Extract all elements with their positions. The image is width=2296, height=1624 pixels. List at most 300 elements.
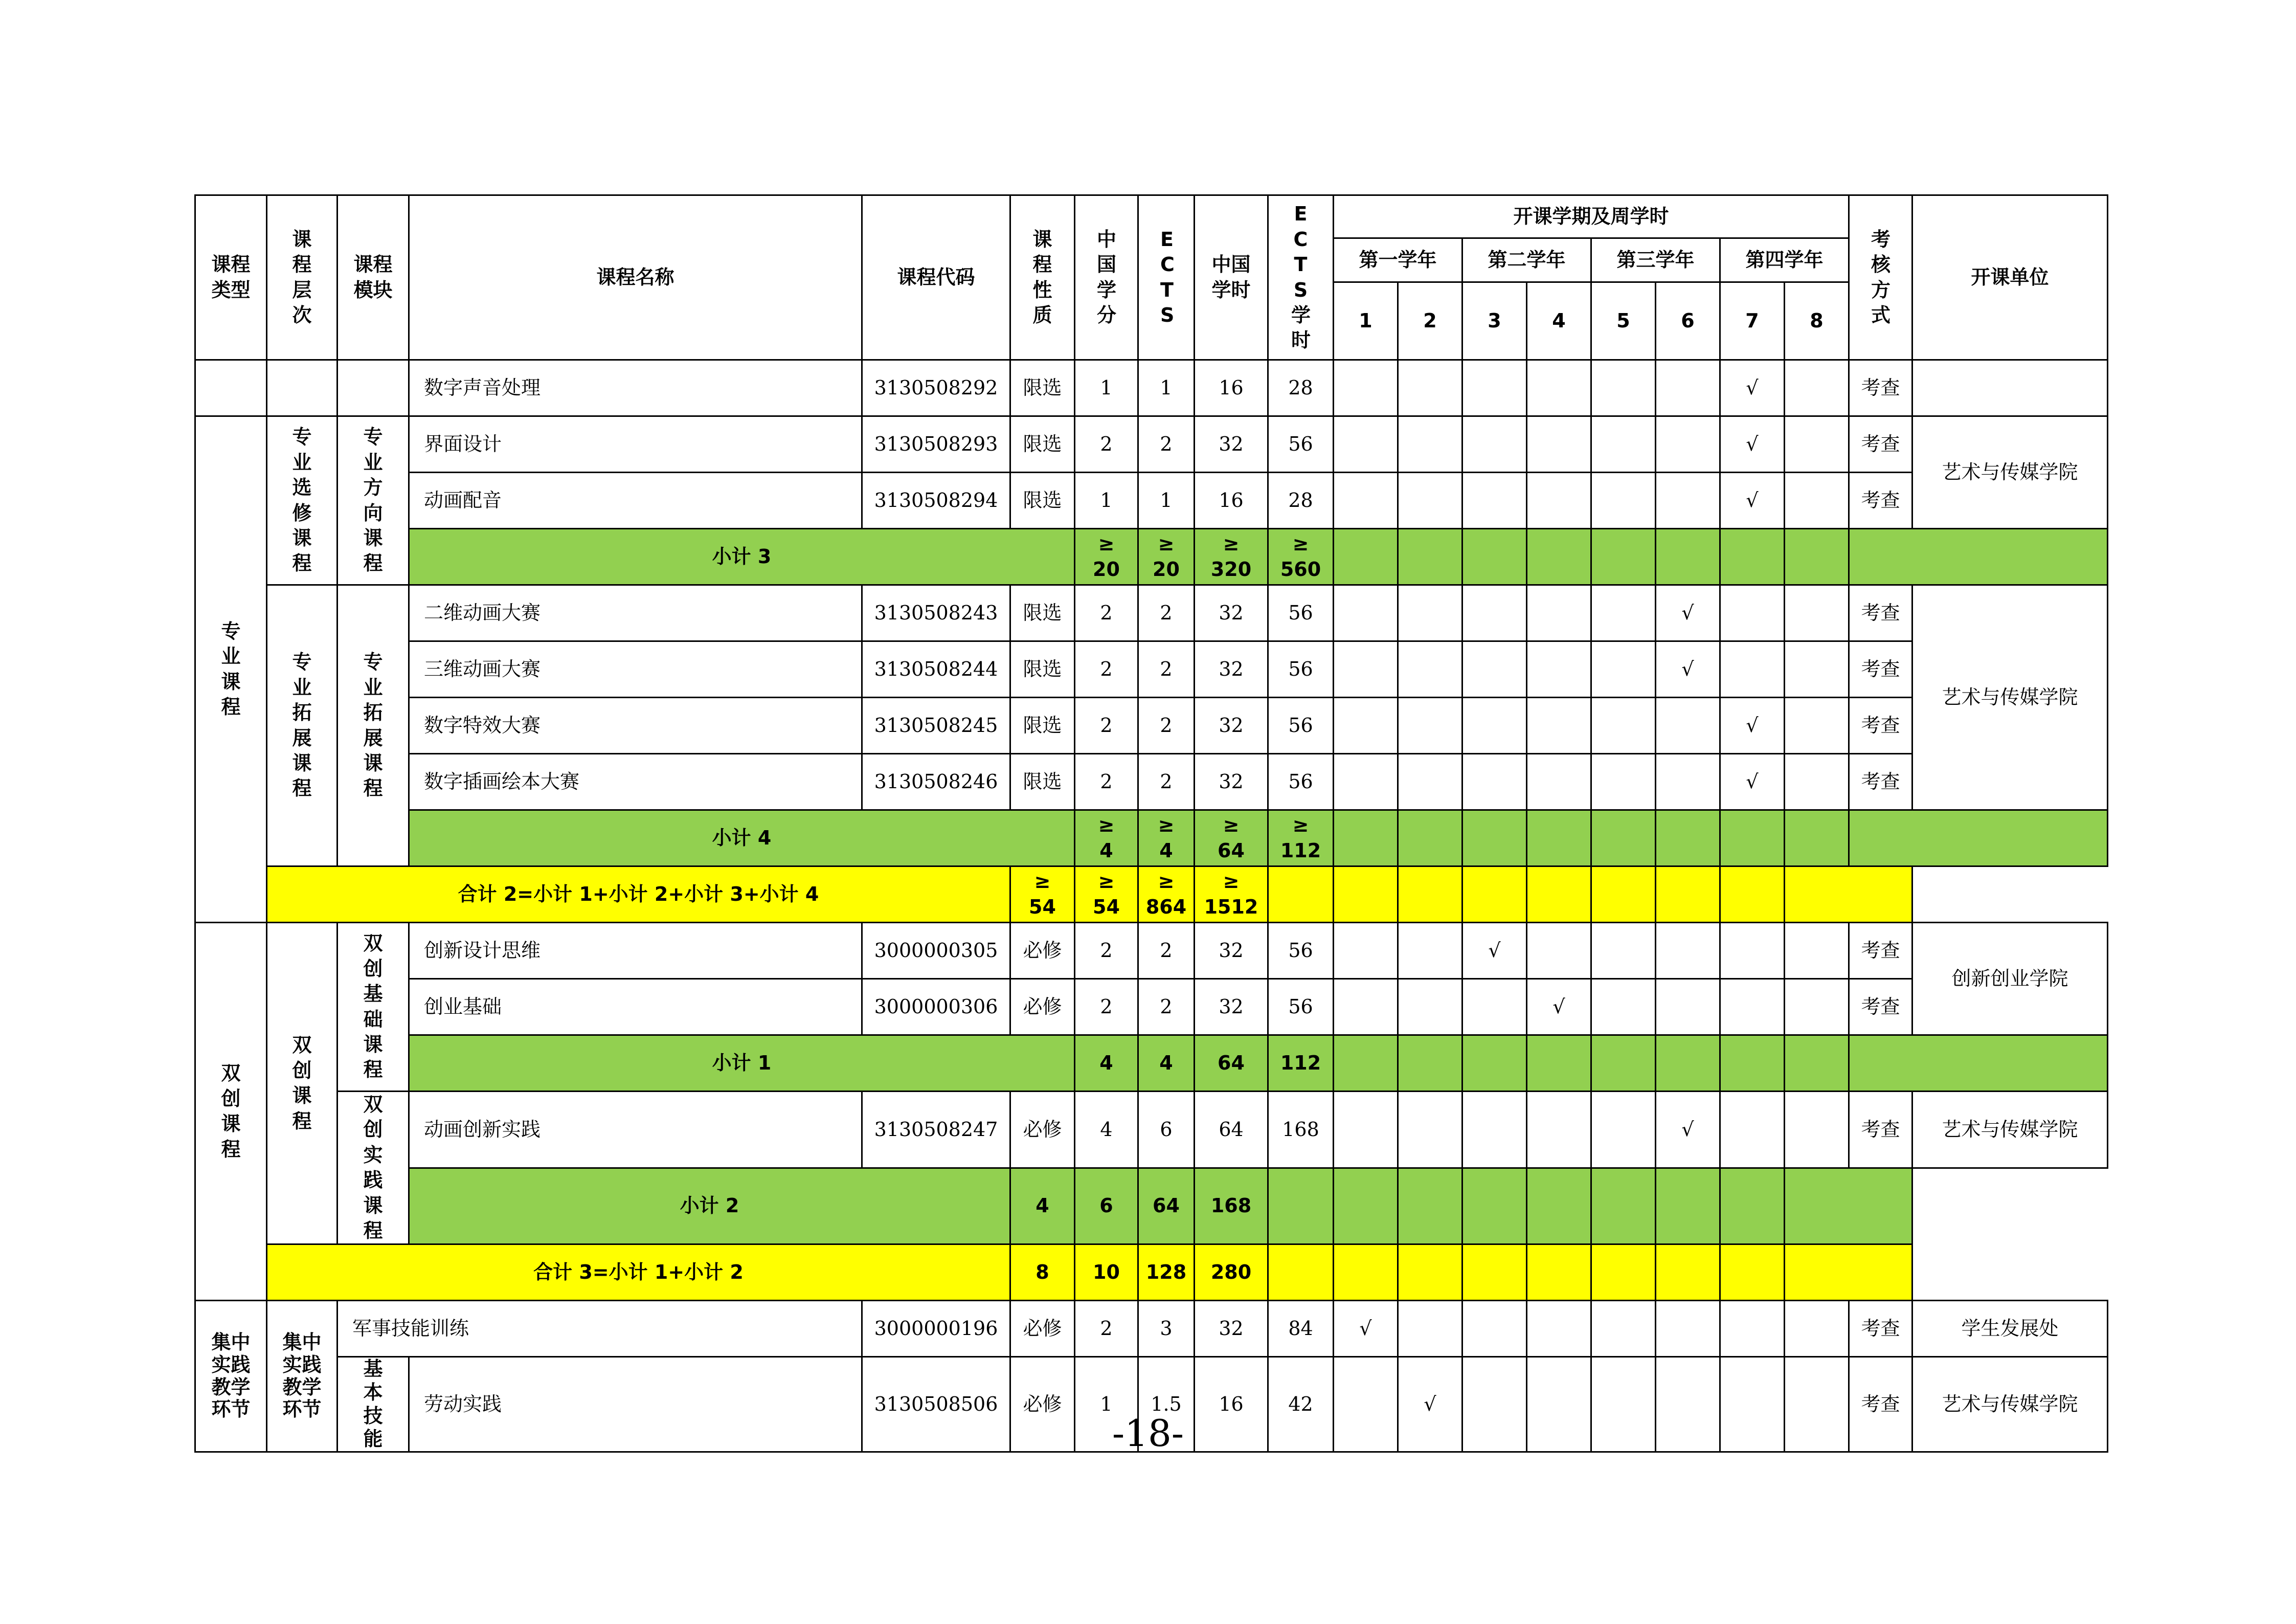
subtotal-cn-hours: 64 — [1195, 1035, 1268, 1092]
subtotal-ects-hours: 168 — [1195, 1168, 1268, 1244]
semester-cell — [1398, 1092, 1462, 1168]
course-name: 军事技能训练 — [337, 1301, 862, 1357]
header-course-level: 课程层次 — [267, 195, 337, 360]
header-year-4: 第四学年 — [1720, 238, 1849, 282]
subtotal-row — [195, 1168, 2108, 1244]
ects-credit: 2 — [1138, 979, 1195, 1035]
semester-cell — [1720, 1092, 1785, 1168]
subtotal-ects-hours: 112 — [1268, 1035, 1334, 1092]
semester-cell — [1656, 1035, 1720, 1092]
semester-cell — [1785, 810, 1849, 866]
exam-method: 考查 — [1849, 360, 1912, 416]
ects-hours: 168 — [1268, 1092, 1334, 1168]
semester-cell — [1591, 585, 1656, 641]
value: 20 — [1153, 558, 1180, 581]
total-row — [195, 866, 2108, 923]
semester-cell — [1656, 360, 1720, 416]
semester-cell — [1462, 641, 1527, 698]
semester-cell — [1656, 529, 1720, 585]
table-row — [195, 360, 2108, 416]
semester-cell — [1591, 810, 1656, 866]
value: 320 — [1210, 558, 1252, 581]
semester-cell — [1334, 923, 1398, 979]
total-fill — [1785, 866, 1912, 923]
header-exam-method: 考核方式 — [1849, 195, 1912, 360]
table-row — [195, 754, 2108, 810]
ge-sign: ≥ — [1158, 814, 1175, 837]
course-nature: 限选 — [1010, 585, 1075, 641]
table-row — [195, 923, 2108, 979]
ects-credit: 6 — [1138, 1092, 1195, 1168]
course-name: 数字声音处理 — [409, 360, 862, 416]
cn-credit: 2 — [1075, 698, 1138, 754]
value: 54 — [1093, 895, 1120, 918]
value: 54 — [1029, 895, 1056, 918]
semester-cell — [1656, 416, 1720, 473]
table-row — [195, 416, 2108, 473]
header-year-3: 第三学年 — [1591, 238, 1720, 282]
semester-cell — [1334, 360, 1398, 416]
table-row — [195, 585, 2108, 641]
semester-cell — [1398, 360, 1462, 416]
semester-cell — [1720, 1244, 1785, 1301]
cn-hours: 32 — [1195, 641, 1268, 698]
subtotal-fill — [1849, 1035, 2108, 1092]
header-ects: ECTS — [1138, 195, 1195, 360]
subtotal-fill — [1785, 1168, 1912, 1244]
semester-cell — [1527, 1035, 1591, 1092]
semester-cell — [1591, 416, 1656, 473]
header-semester-3: 3 — [1462, 282, 1527, 360]
offering-unit: 艺术与传媒学院 — [1912, 1092, 2108, 1168]
table-row — [195, 1092, 2108, 1168]
semester-cell — [1462, 1168, 1527, 1244]
ects-hours: 56 — [1268, 979, 1334, 1035]
course-nature: 必修 — [1010, 1092, 1075, 1168]
course-name: 创业基础 — [409, 979, 862, 1035]
semester-cell — [1720, 360, 1785, 416]
semester-cell — [1334, 698, 1398, 754]
course-nature: 必修 — [1010, 1357, 1075, 1452]
course-name: 二维动画大赛 — [409, 585, 862, 641]
ects-credit: 2 — [1138, 641, 1195, 698]
subtotal-row — [195, 529, 2108, 585]
subtotal-fill — [1849, 529, 2108, 585]
semester-cell — [1462, 360, 1527, 416]
header-ects-hours: ECTS学时 — [1268, 195, 1334, 360]
exam-method: 考查 — [1849, 1301, 1912, 1357]
header-course-name: 课程名称 — [409, 195, 862, 360]
ge-sign: ≥ — [1098, 870, 1115, 893]
course-name: 数字特效大赛 — [409, 698, 862, 754]
header-semester-6: 6 — [1656, 282, 1720, 360]
semester-cell — [1591, 923, 1656, 979]
check-mark: √ — [1424, 1392, 1436, 1415]
exam-method: 考查 — [1849, 473, 1912, 529]
semester-cell — [1334, 866, 1398, 923]
semester-cell — [1785, 416, 1849, 473]
group-basic-skills-module: 基本技能 — [337, 1357, 409, 1452]
semester-cell — [1334, 1092, 1398, 1168]
semester-cell — [1656, 585, 1720, 641]
header-semester-1: 1 — [1334, 282, 1398, 360]
exam-method: 考查 — [1849, 585, 1912, 641]
subtotal-ects — [1138, 529, 1195, 585]
value: 1512 — [1204, 895, 1258, 918]
ge-sign: ≥ — [1158, 532, 1175, 555]
semester-cell — [1720, 1168, 1785, 1244]
semester-cell — [1591, 529, 1656, 585]
semester-cell — [1462, 979, 1527, 1035]
semester-cell — [1527, 1168, 1591, 1244]
cn-hours: 64 — [1195, 1092, 1268, 1168]
semester-cell — [1462, 866, 1527, 923]
group-innovation-basic-module: 双创基础课程 — [337, 923, 409, 1092]
semester-cell — [1268, 1168, 1334, 1244]
check-mark: √ — [1488, 939, 1501, 962]
empty-cell — [267, 360, 337, 416]
course-code: 3130508293 — [862, 416, 1010, 473]
semester-cell — [1591, 1168, 1656, 1244]
ge-sign: ≥ — [1223, 814, 1240, 837]
header-year-1: 第一学年 — [1334, 238, 1462, 282]
course-name: 创新设计思维 — [409, 923, 862, 979]
offering-unit: 学生发展处 — [1912, 1301, 2108, 1357]
subtotal-row — [195, 810, 2108, 866]
table-row — [195, 698, 2108, 754]
semester-cell — [1398, 416, 1462, 473]
semester-cell — [1656, 473, 1720, 529]
cn-credit: 1 — [1075, 473, 1138, 529]
total-label: 合计 2=小计 1+小计 2+小计 3+小计 4 — [267, 866, 1010, 923]
semester-cell — [1398, 923, 1462, 979]
course-code: 3000000305 — [862, 923, 1010, 979]
ge-sign: ≥ — [1292, 814, 1309, 837]
check-mark: √ — [1746, 770, 1759, 793]
course-name: 界面设计 — [409, 416, 862, 473]
table-row — [195, 1301, 2108, 1357]
semester-cell — [1527, 1244, 1591, 1301]
empty-cell — [1912, 360, 2108, 416]
empty-cell — [195, 360, 267, 416]
ects-credit: 2 — [1138, 923, 1195, 979]
course-name: 数字插画绘本大赛 — [409, 754, 862, 810]
semester-cell — [1785, 1035, 1849, 1092]
subtotal-fill — [1849, 810, 2108, 866]
semester-cell — [1398, 866, 1462, 923]
semester-cell — [1527, 473, 1591, 529]
cn-credit: 2 — [1075, 979, 1138, 1035]
ects-credit: 2 — [1138, 416, 1195, 473]
course-nature: 限选 — [1010, 473, 1075, 529]
total-cn-credit — [1010, 866, 1075, 923]
semester-cell — [1720, 1301, 1785, 1357]
semester-cell — [1462, 810, 1527, 866]
header-semester-4: 4 — [1527, 282, 1591, 360]
semester-cell — [1527, 416, 1591, 473]
header-course-code: 课程代码 — [862, 195, 1010, 360]
semester-cell — [1591, 979, 1656, 1035]
semester-cell — [1720, 810, 1785, 866]
semester-cell — [1398, 585, 1462, 641]
group-innovation-practice-module: 双创实践课程 — [337, 1092, 409, 1244]
value: 64 — [1218, 839, 1245, 862]
semester-cell — [1785, 979, 1849, 1035]
group-expand-module: 专业拓展课程 — [337, 585, 409, 866]
semester-cell — [1527, 1092, 1591, 1168]
semester-cell — [1785, 923, 1849, 979]
subtotal-ects: 6 — [1075, 1168, 1138, 1244]
cn-hours: 32 — [1195, 754, 1268, 810]
semester-cell — [1591, 754, 1656, 810]
semester-cell — [1462, 698, 1527, 754]
header-semester-8: 8 — [1785, 282, 1849, 360]
subtotal-cn-credit: 4 — [1075, 1035, 1138, 1092]
course-code: 3130508243 — [862, 585, 1010, 641]
group-practice-type: 集中实践教学环节 — [195, 1301, 267, 1452]
subtotal-row — [195, 1035, 2108, 1092]
course-name: 劳动实践 — [409, 1357, 862, 1452]
check-mark: √ — [1746, 432, 1759, 455]
subtotal-ects-hours — [1268, 529, 1334, 585]
semester-cell — [1462, 585, 1527, 641]
semester-cell — [1334, 1035, 1398, 1092]
semester-cell — [1527, 698, 1591, 754]
semester-cell — [1334, 416, 1398, 473]
total-ects — [1075, 866, 1138, 923]
semester-cell — [1785, 473, 1849, 529]
exam-method: 考查 — [1849, 698, 1912, 754]
semester-cell — [1656, 1301, 1720, 1357]
exam-method: 考查 — [1849, 754, 1912, 810]
semester-cell — [1462, 473, 1527, 529]
ects-hours: 28 — [1268, 473, 1334, 529]
semester-cell — [1656, 1244, 1720, 1301]
semester-cell — [1398, 1301, 1462, 1357]
cn-credit: 2 — [1075, 416, 1138, 473]
semester-cell — [1785, 1092, 1849, 1168]
header-semester-group: 开课学期及周学时 — [1334, 195, 1849, 238]
semester-cell — [1527, 529, 1591, 585]
semester-cell — [1785, 585, 1849, 641]
course-code: 3000000306 — [862, 979, 1010, 1035]
semester-cell — [1334, 529, 1398, 585]
semester-cell — [1527, 810, 1591, 866]
semester-cell — [1720, 473, 1785, 529]
value: 4 — [1099, 839, 1113, 862]
offering-unit: 创新创业学院 — [1912, 923, 2108, 1035]
ects-hours: 56 — [1268, 754, 1334, 810]
check-mark: √ — [1359, 1317, 1372, 1340]
cn-credit: 2 — [1075, 923, 1138, 979]
total-cn-credit: 8 — [1010, 1244, 1075, 1301]
semester-cell — [1656, 641, 1720, 698]
semester-cell — [1398, 698, 1462, 754]
header-cn-hours: 中国学时 — [1195, 195, 1268, 360]
subtotal-label: 小计 3 — [409, 529, 1075, 585]
ects-credit: 2 — [1138, 585, 1195, 641]
group-innovation-level: 双创课程 — [267, 923, 337, 1244]
semester-cell — [1398, 641, 1462, 698]
subtotal-label: 小计 2 — [409, 1168, 1010, 1244]
cn-hours: 32 — [1195, 923, 1268, 979]
cn-hours: 32 — [1195, 1301, 1268, 1357]
total-row — [195, 1244, 2108, 1301]
table-row — [195, 979, 2108, 1035]
check-mark: √ — [1746, 714, 1759, 737]
header-semester-2: 2 — [1398, 282, 1462, 360]
empty-cell — [337, 360, 409, 416]
course-code: 3130508247 — [862, 1092, 1010, 1168]
group-professional-type: 专业课程 — [195, 416, 267, 923]
subtotal-label: 小计 4 — [409, 810, 1075, 866]
course-name: 动画创新实践 — [409, 1092, 862, 1168]
cn-credit: 2 — [1075, 641, 1138, 698]
course-code: 3130508292 — [862, 360, 1010, 416]
course-nature: 必修 — [1010, 1301, 1075, 1357]
semester-cell — [1398, 529, 1462, 585]
total-cn-hours: 128 — [1138, 1244, 1195, 1301]
header-year-2: 第二学年 — [1462, 238, 1591, 282]
header-semester-7: 7 — [1720, 282, 1785, 360]
ects-hours: 28 — [1268, 360, 1334, 416]
value: 4 — [1159, 839, 1173, 862]
semester-cell — [1462, 1035, 1527, 1092]
semester-cell — [1785, 1301, 1849, 1357]
value: 864 — [1145, 895, 1187, 918]
semester-cell — [1656, 1168, 1720, 1244]
semester-cell — [1656, 754, 1720, 810]
ge-sign: ≥ — [1098, 532, 1115, 555]
subtotal-cn-credit — [1075, 529, 1138, 585]
semester-cell — [1527, 923, 1591, 979]
semester-cell — [1398, 1035, 1462, 1092]
check-mark: √ — [1681, 1118, 1694, 1141]
semester-cell — [1656, 923, 1720, 979]
group-professional-expand-level: 专业拓展课程 — [267, 585, 337, 866]
total-ects: 10 — [1075, 1244, 1138, 1301]
subtotal-cn-credit: 4 — [1010, 1168, 1075, 1244]
semester-cell — [1334, 754, 1398, 810]
semester-cell — [1591, 641, 1656, 698]
semester-cell — [1591, 473, 1656, 529]
course-nature: 必修 — [1010, 979, 1075, 1035]
semester-cell — [1785, 529, 1849, 585]
cn-hours: 16 — [1195, 1357, 1268, 1452]
semester-cell — [1268, 1244, 1334, 1301]
group-direction-module: 专业方向课程 — [337, 416, 409, 585]
cn-credit: 4 — [1075, 1092, 1138, 1168]
semester-cell — [1720, 979, 1785, 1035]
semester-cell — [1720, 416, 1785, 473]
cn-credit: 1 — [1075, 1357, 1138, 1452]
semester-cell — [1398, 1168, 1462, 1244]
exam-method: 考查 — [1849, 641, 1912, 698]
cn-hours: 32 — [1195, 698, 1268, 754]
cn-hours: 16 — [1195, 360, 1268, 416]
ects-credit: 2 — [1138, 698, 1195, 754]
offering-unit: 艺术与传媒学院 — [1912, 585, 2108, 810]
ge-sign: ≥ — [1158, 870, 1175, 893]
page-number: -18- — [1112, 1412, 1184, 1455]
semester-cell — [1656, 979, 1720, 1035]
semester-cell — [1462, 529, 1527, 585]
ects-credit: 3 — [1138, 1301, 1195, 1357]
ge-sign: ≥ — [1223, 870, 1240, 893]
subtotal-ects-hours — [1268, 810, 1334, 866]
header-unit: 开课单位 — [1912, 195, 2108, 360]
semester-cell — [1334, 1244, 1398, 1301]
check-mark: √ — [1746, 376, 1759, 399]
cn-hours: 32 — [1195, 585, 1268, 641]
curriculum-table — [194, 194, 2108, 1453]
semester-cell — [1720, 585, 1785, 641]
semester-cell — [1527, 360, 1591, 416]
subtotal-cn-hours — [1195, 529, 1268, 585]
check-mark: √ — [1681, 657, 1694, 680]
semester-cell — [1334, 641, 1398, 698]
semester-cell — [1591, 1035, 1656, 1092]
ge-sign: ≥ — [1223, 532, 1240, 555]
semester-cell — [1591, 698, 1656, 754]
semester-cell — [1720, 1035, 1785, 1092]
value: 20 — [1093, 558, 1120, 581]
ge-sign: ≥ — [1034, 870, 1051, 893]
semester-cell — [1462, 1244, 1527, 1301]
subtotal-cn-hours — [1195, 810, 1268, 866]
group-practice-level: 集中实践教学环节 — [267, 1301, 337, 1452]
semester-cell — [1785, 698, 1849, 754]
total-label: 合计 3=小计 1+小计 2 — [267, 1244, 1010, 1301]
total-cn-hours — [1138, 866, 1195, 923]
course-nature: 限选 — [1010, 360, 1075, 416]
semester-cell — [1527, 641, 1591, 698]
cn-credit: 2 — [1075, 585, 1138, 641]
ge-sign: ≥ — [1098, 814, 1115, 837]
semester-cell — [1268, 866, 1334, 923]
total-ects-hours: 280 — [1195, 1244, 1268, 1301]
semester-cell — [1334, 1301, 1398, 1357]
semester-cell — [1785, 641, 1849, 698]
semester-cell — [1527, 866, 1591, 923]
value: 560 — [1280, 558, 1321, 581]
semester-cell — [1398, 979, 1462, 1035]
header-course-module: 课程模块 — [337, 195, 409, 360]
course-code: 3130508294 — [862, 473, 1010, 529]
course-name: 动画配音 — [409, 473, 862, 529]
subtotal-cn-credit — [1075, 810, 1138, 866]
semester-cell — [1720, 866, 1785, 923]
semester-cell — [1334, 810, 1398, 866]
semester-cell — [1720, 698, 1785, 754]
cn-hours: 16 — [1195, 473, 1268, 529]
ects-hours: 56 — [1268, 698, 1334, 754]
exam-method: 考查 — [1849, 923, 1912, 979]
semester-cell — [1785, 754, 1849, 810]
check-mark: √ — [1552, 995, 1565, 1018]
offering-unit: 艺术与传媒学院 — [1912, 1357, 2108, 1452]
total-ects-hours — [1195, 866, 1268, 923]
semester-cell — [1462, 923, 1527, 979]
semester-cell — [1334, 979, 1398, 1035]
semester-cell — [1720, 641, 1785, 698]
ects-credit: 1.5 — [1138, 1357, 1195, 1452]
semester-cell — [1527, 1301, 1591, 1357]
cn-hours: 32 — [1195, 416, 1268, 473]
total-fill — [1785, 1244, 1912, 1301]
semester-cell — [1334, 1168, 1398, 1244]
subtotal-cn-hours: 64 — [1138, 1168, 1195, 1244]
